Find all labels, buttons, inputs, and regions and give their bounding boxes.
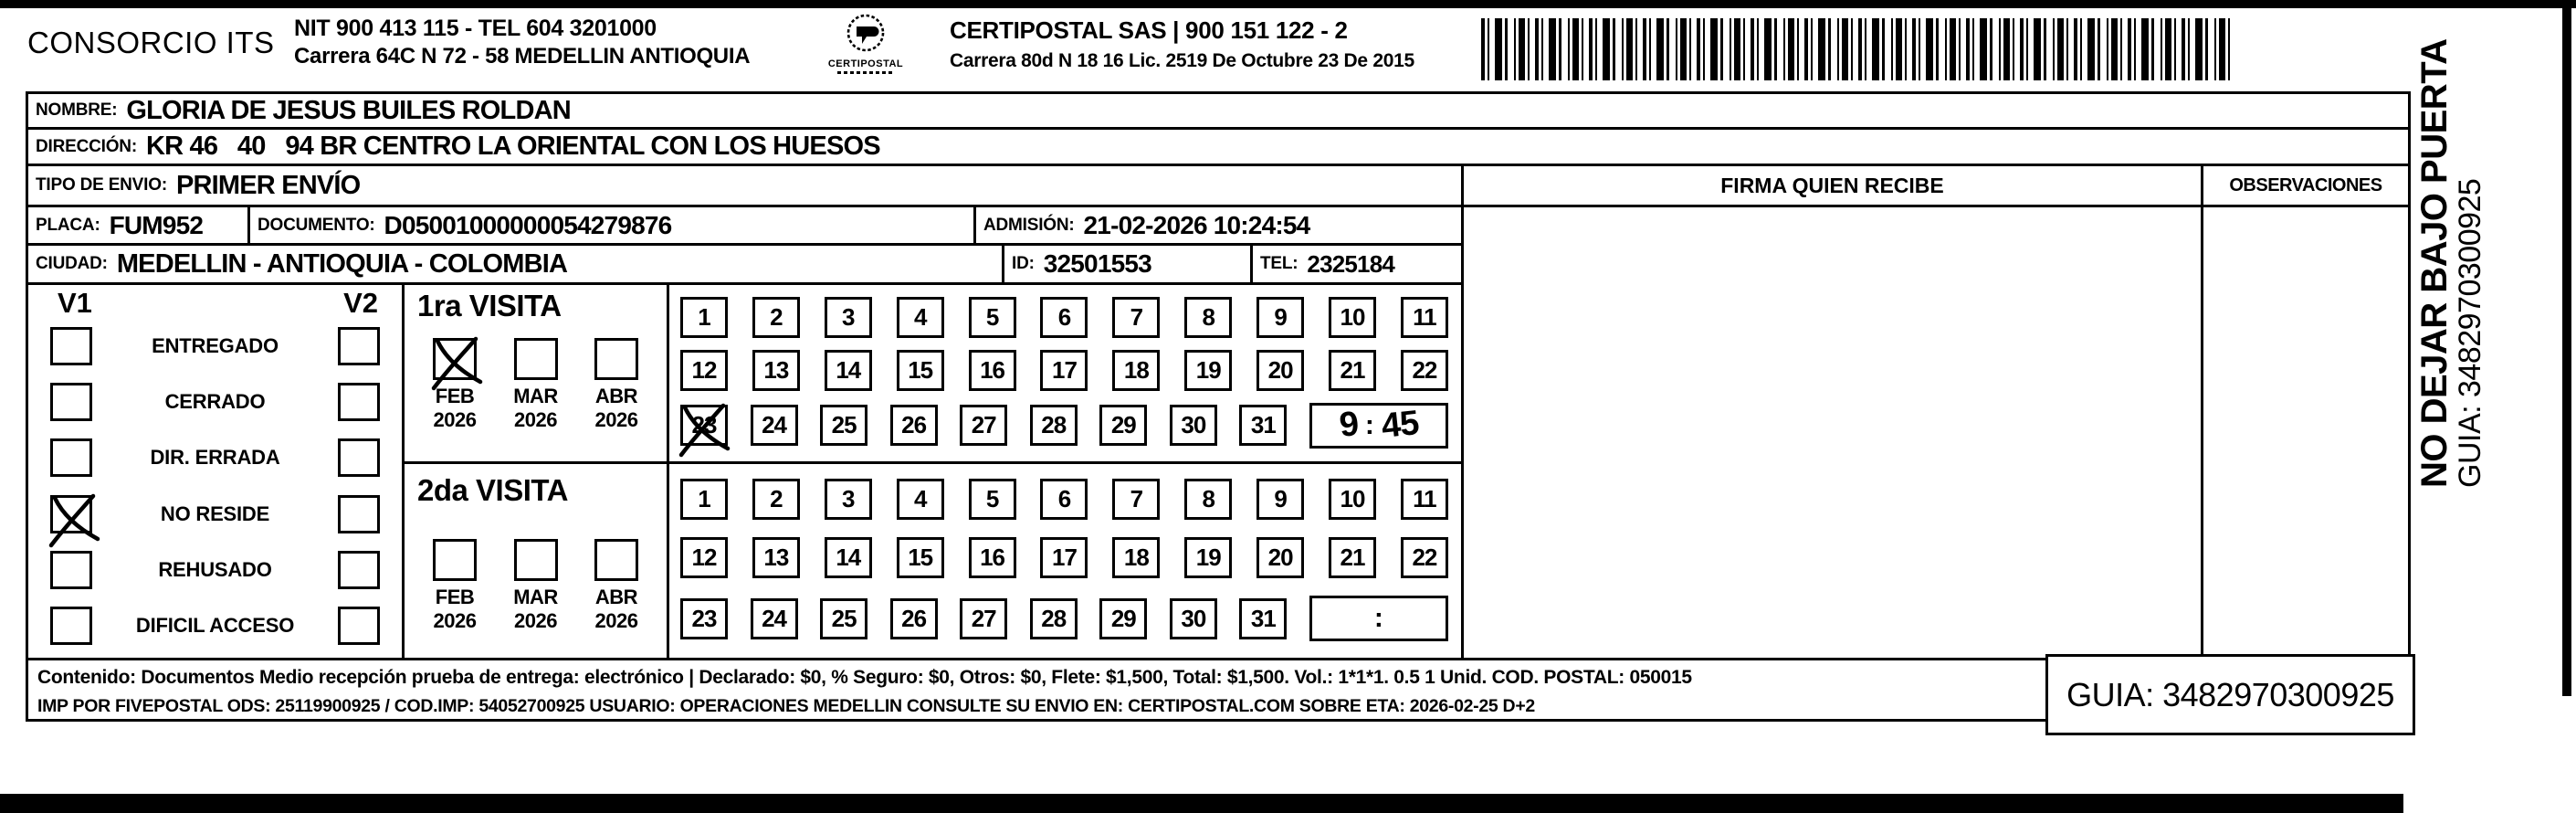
day-row <box>680 297 1448 338</box>
visit2-day-grid <box>667 461 1464 660</box>
day-box-26: 26 <box>890 405 938 446</box>
documento-value: D05001000000054279876 <box>384 210 672 239</box>
day-box-31: 31 <box>1239 598 1287 639</box>
day-box-21: 21 <box>1329 350 1376 391</box>
visit-section <box>402 461 669 660</box>
month-option-feb <box>419 539 490 633</box>
day-box-1: 1 <box>680 479 728 520</box>
v2-checkbox-cerrado <box>338 383 380 421</box>
month-checkbox-mar <box>514 338 558 380</box>
handwritten-x-mark <box>675 401 735 459</box>
day-box-20: 20 <box>1256 350 1304 391</box>
month-name: FEB <box>435 385 475 407</box>
day-box-5: 5 <box>969 297 1016 338</box>
month-option-feb <box>419 338 490 432</box>
status-row-dificil-acceso <box>28 607 402 645</box>
visit-section <box>402 282 669 464</box>
side-note-rotated <box>2415 38 2487 488</box>
certipostal-logo-icon <box>846 13 886 53</box>
month-option-mar <box>500 338 572 432</box>
day-box-14: 14 <box>825 350 872 391</box>
visit2-title: 2da VISITA <box>417 473 568 507</box>
delivery-status-panel <box>26 282 405 660</box>
day-box-15: 15 <box>897 537 944 578</box>
day-box-7: 7 <box>1112 297 1160 338</box>
day-box-13: 13 <box>752 350 800 391</box>
v2-checkbox-dificil-acceso <box>338 607 380 645</box>
day-box-30: 30 <box>1170 405 1217 446</box>
direccion-value: KR 46 40 94 BR CENTRO LA ORIENTAL CON LOS HUESOS <box>145 132 880 161</box>
month-name: ABR <box>594 385 638 407</box>
day-box-3: 3 <box>825 297 872 338</box>
id-value: 32501553 <box>1043 249 1151 278</box>
day-box-24: 24 <box>751 598 798 639</box>
day-box-17: 17 <box>1040 537 1088 578</box>
day-box-10: 10 <box>1329 297 1376 338</box>
carrier-name-nit: CERTIPOSTAL SAS | 900 151 122 - 2 <box>950 16 1348 44</box>
month-year: 2026 <box>433 408 477 431</box>
day-box-13: 13 <box>752 537 800 578</box>
scan-edge-right <box>2562 0 2571 696</box>
day-box-24: 24 <box>751 405 798 446</box>
id-label: ID: <box>1012 254 1035 273</box>
month-name: MAR <box>513 586 558 608</box>
month-year: 2026 <box>594 408 638 431</box>
day-box-2: 2 <box>752 479 800 520</box>
month-year: 2026 <box>514 408 557 431</box>
delivery-status-list <box>28 318 402 654</box>
month-year: 2026 <box>594 609 638 632</box>
day-box-20: 20 <box>1256 537 1304 578</box>
day-box-9: 9 <box>1256 479 1304 520</box>
side-note-guia: GUIA: 3482970300925 <box>2453 178 2487 488</box>
day-box-29: 29 <box>1099 598 1147 639</box>
day-box-30: 30 <box>1170 598 1217 639</box>
status-row-dir-errada <box>28 438 402 477</box>
v2-checkbox-rehusado <box>338 551 380 589</box>
day-box-22: 22 <box>1401 537 1448 578</box>
time-colon: : <box>1373 603 1383 634</box>
v2-checkbox-no-reside <box>338 495 380 533</box>
day-box-6: 6 <box>1040 479 1088 520</box>
tel-label: TEL: <box>1260 254 1299 273</box>
nombre-value: GLORIA DE JESUS BUILES ROLDAN <box>126 95 571 125</box>
v1-checkbox-dificil-acceso <box>50 607 92 645</box>
day-row <box>680 596 1448 641</box>
day-box-16: 16 <box>969 350 1016 391</box>
tipo-envio-value: PRIMER ENVÍO <box>175 170 361 200</box>
documento-label: DOCUMENTO: <box>258 215 375 235</box>
day-box-4: 4 <box>897 297 944 338</box>
day-box-29: 29 <box>1099 405 1147 446</box>
status-row-entregado <box>28 327 402 365</box>
logo-caption: CERTIPOSTAL <box>827 58 904 69</box>
admision-value: 21-02-2026 10:24:54 <box>1083 210 1310 239</box>
v1-header: V1 <box>58 287 92 319</box>
day-box-10: 10 <box>1329 479 1376 520</box>
month-checkbox-mar <box>514 539 558 581</box>
month-checkbox-abr <box>594 338 638 380</box>
scan-edge-top <box>0 0 2576 8</box>
month-checkbox-abr <box>594 539 638 581</box>
time-colon: : <box>1364 409 1374 440</box>
company-address: Carrera 64C N 72 - 58 MEDELLIN ANTIOQUIA <box>294 44 751 69</box>
month-checkbox-feb <box>433 338 477 380</box>
day-box-18: 18 <box>1112 537 1160 578</box>
day-box-19: 19 <box>1184 350 1232 391</box>
status-option-label: ENTREGADO <box>152 333 279 357</box>
day-box-28: 28 <box>1030 405 1078 446</box>
firma-column-header: FIRMA QUIEN RECIBE <box>1720 173 1944 197</box>
day-box-12: 12 <box>680 350 728 391</box>
observaciones-column-header: OBSERVACIONES <box>2229 174 2382 195</box>
direccion-label: DIRECCIÓN: <box>36 136 137 156</box>
v2-checkbox-entregado <box>338 327 380 365</box>
v1-checkbox-entregado <box>50 327 92 365</box>
ciudad-label: CIUDAD: <box>36 254 108 273</box>
day-box-27: 27 <box>960 405 1007 446</box>
day-box-3: 3 <box>825 479 872 520</box>
status-row-cerrado <box>28 383 402 421</box>
status-option-label: DIFICIL ACCESO <box>135 614 295 638</box>
day-box-6: 6 <box>1040 297 1088 338</box>
visit1-months <box>405 338 667 432</box>
day-box-18: 18 <box>1112 350 1160 391</box>
day-row <box>680 403 1448 449</box>
nombre-label: NOMBRE: <box>36 100 118 120</box>
barcode-image <box>1481 18 2232 80</box>
v1-checkbox-dir-errada <box>50 438 92 477</box>
day-row <box>680 479 1448 520</box>
v1-checkbox-no-reside <box>50 495 92 533</box>
guia-number: GUIA: 3482970300925 <box>2066 675 2394 713</box>
firma-signature-area <box>1461 205 2203 660</box>
month-name: FEB <box>435 586 475 608</box>
month-name: MAR <box>513 385 558 407</box>
day-box-11: 11 <box>1401 297 1448 338</box>
observaciones-area <box>2201 205 2411 660</box>
v2-header: V2 <box>343 287 378 319</box>
visit1-title: 1ra VISITA <box>417 289 562 322</box>
day-box-22: 22 <box>1401 350 1448 391</box>
month-option-abr <box>581 539 652 633</box>
day-box-8: 8 <box>1184 297 1232 338</box>
side-note-warning: NO DEJAR BAJO PUERTA <box>2414 38 2455 488</box>
v2-checkbox-dir-errada <box>338 438 380 477</box>
v1-checkbox-rehusado <box>50 551 92 589</box>
status-option-label: DIR. ERRADA <box>150 446 280 470</box>
day-box-4: 4 <box>897 479 944 520</box>
admision-label: ADMISIÓN: <box>983 215 1075 235</box>
visit2-months <box>405 539 667 633</box>
day-box-17: 17 <box>1040 350 1088 391</box>
visit1-day-grid <box>667 282 1464 464</box>
month-year: 2026 <box>433 609 477 632</box>
month-name: ABR <box>594 586 638 608</box>
day-box-7: 7 <box>1112 479 1160 520</box>
month-option-abr <box>581 338 652 432</box>
month-checkbox-feb <box>433 539 477 581</box>
status-option-label: CERRADO <box>164 389 266 413</box>
day-box-23: 23 <box>680 405 728 446</box>
day-box-21: 21 <box>1329 537 1376 578</box>
day-box-5: 5 <box>969 479 1016 520</box>
day-row <box>680 537 1448 578</box>
tel-value: 2325184 <box>1307 249 1395 278</box>
day-box-1: 1 <box>680 297 728 338</box>
scan-edge-bottom <box>0 794 2403 813</box>
contenido-line: Contenido: Documentos Medio recepción prueba de entrega: electrónico | Declarado: $0, % Seguro: $0, Otros: $0, Flete: $1,500, Total: $1,500. Vol.: 1*1*1. 0.5 1 Unid. COD. POSTAL: 050015 <box>37 667 1692 688</box>
imp-line: IMP POR FIVEPOSTAL ODS: 25119900925 / COD.IMP: 54052700925 USUARIO: OPERACIONES MEDELLIN CONSULTE SU ENVIO EN: CERTIPOSTAL.COM SOBRE ETA: 2026-02-25 D+2 <box>37 696 1535 716</box>
day-box-2: 2 <box>752 297 800 338</box>
placa-value: FUM952 <box>109 210 204 239</box>
handwritten-hour: 9 <box>1337 405 1360 445</box>
v1-checkbox-cerrado <box>50 383 92 421</box>
handwritten-minutes: 45 <box>1379 404 1421 446</box>
day-box-23: 23 <box>680 598 728 639</box>
day-box-12: 12 <box>680 537 728 578</box>
status-row-rehusado <box>28 551 402 589</box>
day-box-19: 19 <box>1184 537 1232 578</box>
day-box-26: 26 <box>890 598 938 639</box>
day-box-25: 25 <box>820 405 867 446</box>
day-box-11: 11 <box>1401 479 1448 520</box>
logo-subcaption-line <box>837 71 894 74</box>
company-nit-tel: NIT 900 413 115 - TEL 604 3201000 <box>294 16 657 41</box>
placa-label: PLACA: <box>36 215 100 235</box>
certipostal-logo <box>825 13 907 74</box>
day-box-31: 31 <box>1239 405 1287 446</box>
day-box-25: 25 <box>820 598 867 639</box>
day-box-28: 28 <box>1030 598 1078 639</box>
month-option-mar <box>500 539 572 633</box>
ciudad-value: MEDELLIN - ANTIOQUIA - COLOMBIA <box>116 248 568 279</box>
time-box <box>1309 403 1448 449</box>
day-row <box>680 350 1448 391</box>
time-box <box>1309 596 1448 641</box>
status-row-no-reside <box>28 495 402 533</box>
status-option-label: REHUSADO <box>158 557 272 581</box>
tipo-envio-label: TIPO DE ENVIO: <box>36 175 167 195</box>
company-name: CONSORCIO ITS <box>27 26 275 59</box>
day-box-15: 15 <box>897 350 944 391</box>
day-box-16: 16 <box>969 537 1016 578</box>
day-box-27: 27 <box>960 598 1007 639</box>
carrier-address-lic: Carrera 80d N 18 16 Lic. 2519 De Octubre 23 De 2015 <box>950 50 1414 71</box>
day-box-8: 8 <box>1184 479 1232 520</box>
month-year: 2026 <box>514 609 557 632</box>
day-box-14: 14 <box>825 537 872 578</box>
day-box-9: 9 <box>1256 297 1304 338</box>
status-option-label: NO RESIDE <box>160 502 270 525</box>
